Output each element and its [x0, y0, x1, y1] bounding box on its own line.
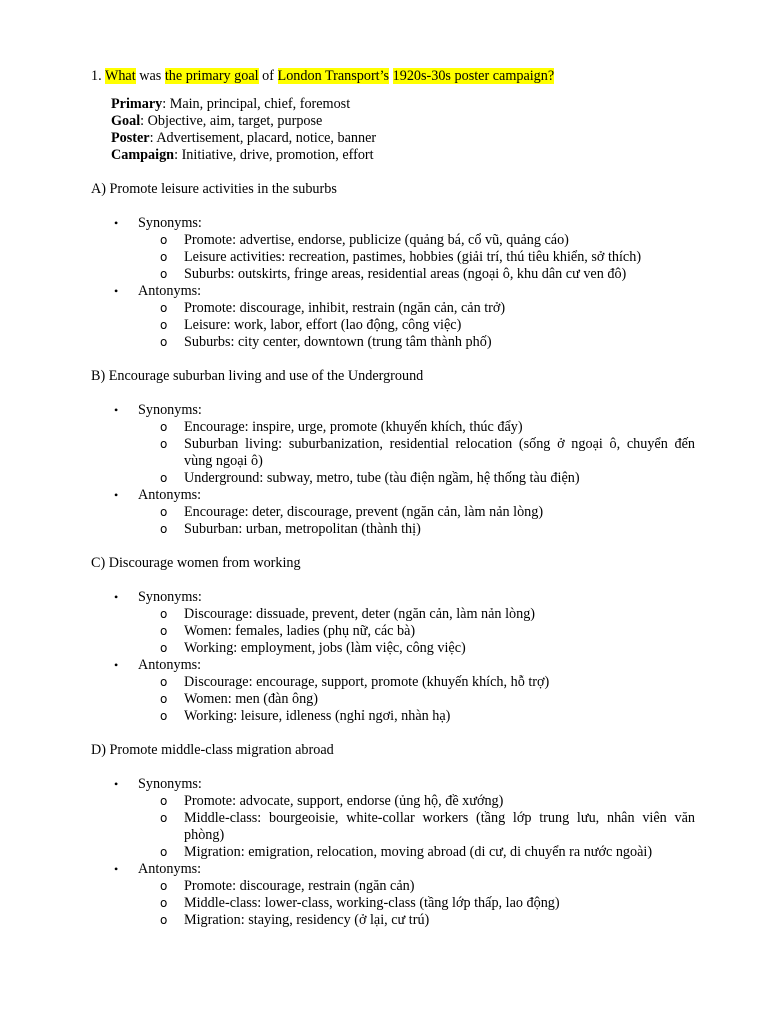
question-number: 1. — [91, 68, 102, 84]
question-p2: the primary goal — [164, 68, 259, 84]
list-item — [91, 640, 695, 657]
circle-bullet-icon: o — [160, 607, 168, 621]
question-line — [91, 68, 695, 85]
list-item — [91, 844, 695, 861]
circle-bullet-icon: o — [160, 624, 168, 638]
list-item-text: Working: leisure, idleness (nghỉ ngơi, nhàn hạ) — [184, 708, 451, 724]
answer-option — [91, 181, 695, 351]
bullet-icon: • — [114, 403, 119, 417]
vocab-definition: : Objective, aim, target, purpose — [140, 113, 323, 129]
list-item — [91, 623, 695, 640]
vocab-term: Primary — [111, 96, 163, 112]
group-title: Synonyms: — [138, 589, 202, 605]
list-item — [91, 708, 695, 725]
answer-option — [91, 368, 695, 538]
circle-bullet-icon: o — [160, 879, 168, 893]
list-item — [91, 878, 695, 895]
list-item — [91, 504, 695, 521]
vocabulary-list — [111, 96, 695, 164]
list-item-text: Middle-class: bourgeoisie, white-collar workers (tầng lớp trung lưu, nhân viên văn phòng) — [184, 810, 695, 843]
circle-bullet-icon: o — [160, 675, 168, 689]
circle-bullet-icon: o — [160, 709, 168, 723]
option-word-groups — [91, 776, 695, 929]
option-word-groups — [91, 402, 695, 538]
circle-bullet-icon: o — [160, 641, 168, 655]
list-item-text: Women: men (đàn ông) — [184, 691, 318, 707]
circle-bullet-icon: o — [160, 267, 168, 281]
vocab-definition: : Advertisement, placard, notice, banner — [149, 130, 377, 146]
circle-bullet-icon: o — [160, 522, 168, 536]
circle-bullet-icon: o — [160, 233, 168, 247]
list-item — [91, 317, 695, 334]
vocab-definition: : Initiative, drive, promotion, effort — [174, 147, 374, 163]
group-title: Antonyms: — [138, 283, 202, 299]
group-heading — [91, 589, 695, 606]
list-item-text: Suburban living: suburbanization, residential relocation (sống ở ngoại ô, chuyển đến vùng ngoại ô) — [184, 436, 695, 469]
list-item — [91, 300, 695, 317]
list-item — [91, 810, 695, 844]
list-item — [91, 266, 695, 283]
question-p3: of — [258, 68, 278, 84]
question-p0: What — [104, 68, 136, 84]
bullet-icon: • — [114, 777, 119, 791]
group-heading — [91, 402, 695, 419]
list-item-text: Promote: discourage, inhibit, restrain (ngăn cản, cản trở) — [184, 300, 506, 316]
vocab-term: Poster — [111, 130, 150, 146]
word-list — [91, 419, 695, 487]
circle-bullet-icon: o — [160, 794, 168, 808]
list-item — [91, 674, 695, 691]
list-item-text: Leisure activities: recreation, pastimes, hobbies (giải trí, thú tiêu khiển, sở thích) — [184, 249, 642, 265]
vocab-term: Campaign — [111, 147, 175, 163]
circle-bullet-icon: o — [160, 420, 168, 434]
list-item-text: Middle-class: lower-class, working-class (tầng lớp thấp, lao động) — [184, 895, 560, 911]
word-list — [91, 878, 695, 929]
group-title: Antonyms: — [138, 861, 202, 877]
group-heading — [91, 215, 695, 232]
list-item-text: Women: females, ladies (phụ nữ, các bà) — [184, 623, 416, 639]
list-item-text: Promote: advertise, endorse, publicize (quảng bá, cổ vũ, quảng cáo) — [184, 232, 569, 248]
option-word-groups — [91, 589, 695, 725]
word-list — [91, 606, 695, 657]
group-heading — [91, 861, 695, 878]
group-heading — [91, 657, 695, 674]
list-item-text: Promote: discourage, restrain (ngăn cản) — [184, 878, 415, 894]
bullet-icon: • — [114, 488, 119, 502]
circle-bullet-icon: o — [160, 301, 168, 315]
circle-bullet-icon: o — [160, 913, 168, 927]
group-title: Synonyms: — [138, 402, 202, 418]
word-list — [91, 504, 695, 538]
vocab-row — [111, 113, 695, 130]
group-title: Synonyms: — [138, 776, 202, 792]
group-title: Antonyms: — [138, 487, 202, 503]
circle-bullet-icon: o — [160, 692, 168, 706]
list-item — [91, 436, 695, 470]
group-heading — [91, 283, 695, 300]
vocab-term: Goal — [111, 113, 141, 129]
option-label: A) Promote leisure activities in the suburbs — [91, 181, 337, 197]
list-item — [91, 793, 695, 810]
list-item — [91, 691, 695, 708]
answer-option — [91, 555, 695, 725]
list-item-text: Suburban: urban, metropolitan (thành thị) — [184, 521, 421, 537]
list-item-text: Suburbs: outskirts, fringe areas, residential areas (ngoại ô, khu dân cư ven đô) — [184, 266, 627, 282]
circle-bullet-icon: o — [160, 437, 168, 451]
vocab-row — [111, 147, 695, 164]
question-p4: London Transport’s — [277, 68, 390, 84]
circle-bullet-icon: o — [160, 250, 168, 264]
circle-bullet-icon: o — [160, 896, 168, 910]
vocab-row — [111, 96, 695, 113]
list-item-text: Underground: subway, metro, tube (tàu điện ngầm, hệ thống tàu điện) — [184, 470, 580, 486]
question-p1: was — [135, 68, 165, 84]
word-list — [91, 300, 695, 351]
circle-bullet-icon: o — [160, 471, 168, 485]
list-item-text: Encourage: deter, discourage, prevent (ngăn cản, làm nản lòng) — [184, 504, 544, 520]
group-heading — [91, 776, 695, 793]
list-item — [91, 419, 695, 436]
list-item — [91, 895, 695, 912]
list-item-text: Suburbs: city center, downtown (trung tâm thành phố) — [184, 334, 492, 350]
list-item-text: Leisure: work, labor, effort (lao động, công việc) — [184, 317, 462, 333]
answer-options — [91, 181, 695, 929]
answer-option — [91, 742, 695, 929]
vocab-definition: : Main, principal, chief, foremost — [162, 96, 351, 112]
list-item — [91, 470, 695, 487]
bullet-icon: • — [114, 216, 119, 230]
word-list — [91, 674, 695, 725]
list-item — [91, 606, 695, 623]
circle-bullet-icon: o — [160, 845, 168, 859]
list-item — [91, 249, 695, 266]
vocab-row — [111, 130, 695, 147]
word-list — [91, 793, 695, 861]
option-word-groups — [91, 215, 695, 351]
document-page — [91, 68, 695, 929]
circle-bullet-icon: o — [160, 505, 168, 519]
list-item — [91, 334, 695, 351]
word-list — [91, 232, 695, 283]
circle-bullet-icon: o — [160, 318, 168, 332]
group-title: Synonyms: — [138, 215, 202, 231]
option-label: B) Encourage suburban living and use of the Underground — [91, 368, 424, 384]
circle-bullet-icon: o — [160, 811, 168, 825]
list-item-text: Discourage: encourage, support, promote (khuyến khích, hỗ trợ) — [184, 674, 550, 690]
question-p6: 1920s-30s poster campaign? — [392, 68, 555, 84]
option-label: D) Promote middle-class migration abroad — [91, 742, 334, 758]
group-title: Antonyms: — [138, 657, 202, 673]
bullet-icon: • — [114, 658, 119, 672]
option-label: C) Discourage women from working — [91, 555, 301, 571]
list-item — [91, 521, 695, 538]
circle-bullet-icon: o — [160, 335, 168, 349]
list-item-text: Migration: emigration, relocation, moving abroad (di cư, di chuyển ra nước ngoài) — [184, 844, 653, 860]
list-item-text: Promote: advocate, support, endorse (ủng hộ, đề xướng) — [184, 793, 504, 809]
list-item — [91, 232, 695, 249]
list-item-text: Working: employment, jobs (làm việc, công việc) — [184, 640, 466, 656]
group-heading — [91, 487, 695, 504]
list-item-text: Encourage: inspire, urge, promote (khuyến khích, thúc đẩy) — [184, 419, 523, 435]
bullet-icon: • — [114, 590, 119, 604]
bullet-icon: • — [114, 284, 119, 298]
list-item — [91, 912, 695, 929]
list-item-text: Migration: staying, residency (ở lại, cư trú) — [184, 912, 430, 928]
list-item-text: Discourage: dissuade, prevent, deter (ngăn cản, làm nản lòng) — [184, 606, 536, 622]
bullet-icon: • — [114, 862, 119, 876]
